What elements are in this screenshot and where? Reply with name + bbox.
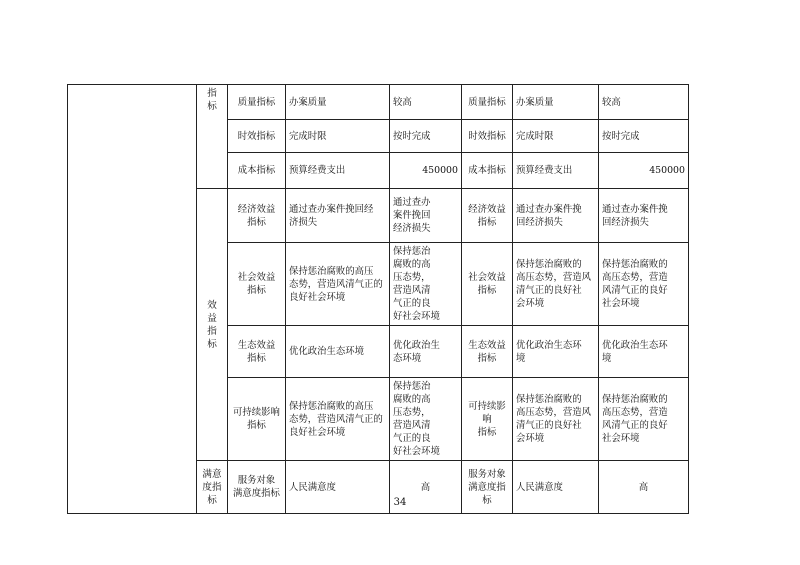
indicator-item: 人民满意度 (286, 461, 390, 514)
indicator-item: 完成时限 (513, 120, 599, 153)
indicator-name: 可持续影响 指标 (228, 378, 286, 461)
indicator-name: 质量指标 (228, 85, 286, 120)
indicator-name: 服务对象 满意度指标 (462, 461, 513, 514)
indicator-name: 社会效益 指标 (462, 243, 513, 326)
indicator-item: 预算经费支出 (286, 153, 390, 189)
indicator-value: 保持惩治 腐败的高 压态势， 营造风清 气正的良 好社会环境 (390, 378, 462, 461)
indicator-value: 高 (390, 461, 462, 514)
indicator-item: 保持惩治腐败的 高压态势，营造风 清气正的良好社 会环境 (513, 378, 599, 461)
indicator-value: 450000 (599, 153, 689, 189)
indicator-name: 可持续影响 指标 (462, 378, 513, 461)
indicator-name: 时效指标 (462, 120, 513, 153)
indicator-name: 社会效益 指标 (228, 243, 286, 326)
indicator-name: 成本指标 (462, 153, 513, 189)
indicator-name: 时效指标 (228, 120, 286, 153)
indicator-name: 生态效益 指标 (462, 326, 513, 378)
indicator-value: 450000 (390, 153, 462, 189)
indicator-name: 经济效益 指标 (228, 189, 286, 243)
indicator-item: 保持惩治腐败的高压 态势，营造风清气正的 良好社会环境 (286, 243, 390, 326)
performance-indicator-table (67, 84, 689, 514)
indicator-name: 经济效益 指标 (462, 189, 513, 243)
indicator-item: 办案质量 (286, 85, 390, 120)
output-indicator-group-label: 指 标 (197, 85, 228, 189)
page-number: 34 (393, 497, 407, 508)
indicator-item: 通过查办案件挽回经 济损失 (286, 189, 390, 243)
indicator-item: 优化政治生态环境 (286, 326, 390, 378)
indicator-item: 预算经费支出 (513, 153, 599, 189)
indicator-value: 优化政治生态环 境 (599, 326, 689, 378)
indicator-name: 服务对象 满意度指标 (228, 461, 286, 514)
blank-left-cell (68, 85, 197, 514)
satisfaction-indicator-group-label: 满意 度指 标 (197, 461, 228, 514)
indicator-value: 按时完成 (390, 120, 462, 153)
indicator-item: 保持惩治腐败的高压 态势，营造风清气正的 良好社会环境 (286, 378, 390, 461)
indicator-value: 保持惩治腐败的 高压态势，营造 风清气正的良好 社会环境 (599, 378, 689, 461)
indicator-value: 较高 (390, 85, 462, 120)
indicator-item: 保持惩治腐败的 高压态势，营造风 清气正的良好社 会环境 (513, 243, 599, 326)
indicator-value: 通过查办案件挽 回经济损失 (599, 189, 689, 243)
table-row (68, 85, 689, 120)
indicator-value: 保持惩治腐败的 高压态势，营造 风清气正的良好 社会环境 (599, 243, 689, 326)
indicator-value: 较高 (599, 85, 689, 120)
indicator-name: 质量指标 (462, 85, 513, 120)
indicator-name: 成本指标 (228, 153, 286, 189)
benefit-indicator-group-label: 效 益 指 标 (197, 189, 228, 461)
indicator-item: 办案质量 (513, 85, 599, 120)
indicator-value: 通过查办 案件挽回 经济损失 (390, 189, 462, 243)
indicator-item: 通过查办案件挽 回经济损失 (513, 189, 599, 243)
indicator-value: 保持惩治 腐败的高 压态势， 营造风清 气正的良 好社会环境 (390, 243, 462, 326)
indicator-value: 按时完成 (599, 120, 689, 153)
indicator-value: 优化政治生 态环境 (390, 326, 462, 378)
indicator-item: 人民满意度 (513, 461, 599, 514)
indicator-name: 生态效益 指标 (228, 326, 286, 378)
indicator-item: 完成时限 (286, 120, 390, 153)
indicator-item: 优化政治生态环 境 (513, 326, 599, 378)
indicator-value: 高 (599, 461, 689, 514)
